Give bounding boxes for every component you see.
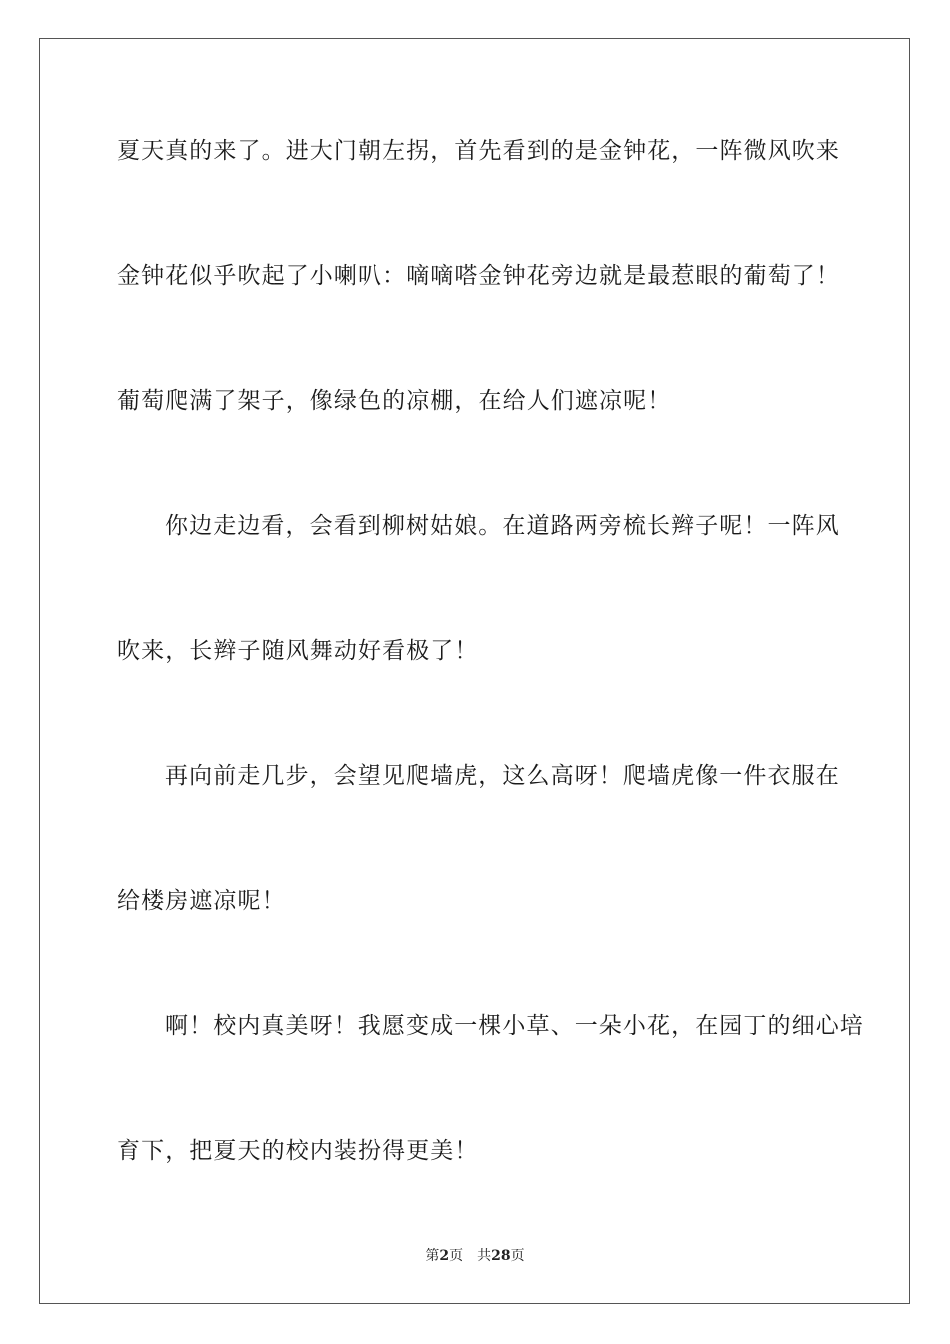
paragraph-3-line-2: 给楼房遮凉呢！ [117, 888, 286, 914]
paragraph-4-line-1: 啊！校内真美呀！我愿变成一棵小草、一朵小花，在园丁的细心培 [165, 1013, 864, 1039]
page-prefix: 第 [425, 1248, 440, 1264]
paragraph-1-line-1: 夏天真的来了。进大门朝左拐，首先看到的是金钟花，一阵微风吹来 [117, 138, 840, 164]
paragraph-1-line-2: 金钟花似乎吹起了小喇叭：嘀嘀嗒金钟花旁边就是最惹眼的葡萄了！ [117, 263, 840, 289]
page-footer [0, 1247, 950, 1265]
paragraph-2-line-2: 吹来，长辫子随风舞动好看极了！ [117, 638, 479, 664]
paragraph-1-line-3: 葡萄爬满了架子，像绿色的凉棚，在给人们遮凉呢！ [117, 388, 672, 414]
total-suffix: 页 [510, 1248, 525, 1264]
total-pages: 28 [491, 1248, 511, 1264]
page-suffix: 页 [449, 1248, 464, 1264]
paragraph-2-line-1: 你边走边看，会看到柳树姑娘。在道路两旁梳长辫子呢！一阵风 [165, 513, 840, 539]
paragraph-4-line-2: 育下，把夏天的校内装扮得更美！ [117, 1138, 479, 1164]
paragraph-3-line-1: 再向前走几步，会望见爬墙虎，这么高呀！爬墙虎像一件衣服在 [165, 763, 840, 789]
total-prefix: 共 [477, 1248, 492, 1264]
page-border [39, 38, 910, 1304]
page-number: 2 [439, 1248, 450, 1264]
